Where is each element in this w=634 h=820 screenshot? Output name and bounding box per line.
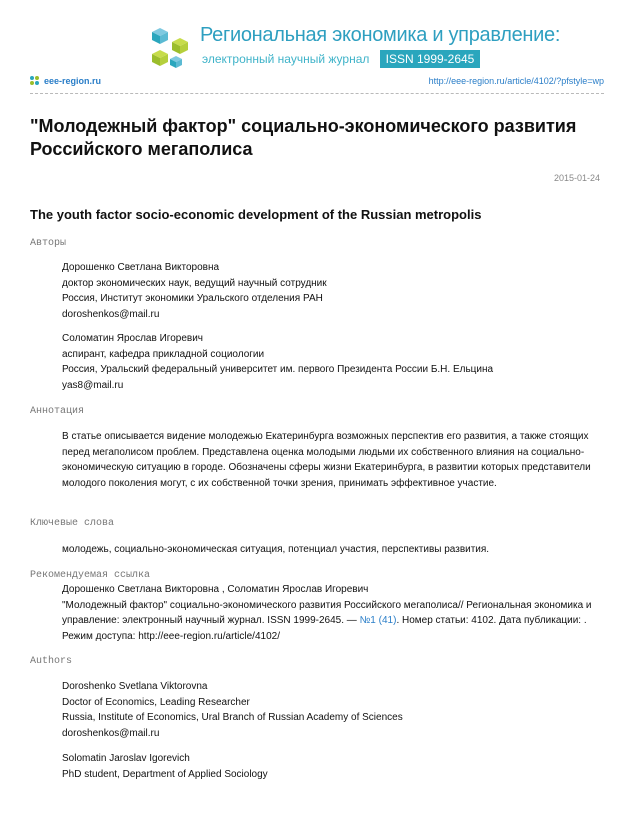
section-label-citation: Рекомендуемая ссылка [30,570,151,581]
journal-issn-badge: ISSN 1999-2645 [380,50,480,68]
author-name: Дорошенко Светлана Викторовна [62,262,220,273]
citation-text [62,598,607,645]
page-url-link[interactable]: http://eee-region.ru/article/4102/?pfstyle=wp [428,76,604,86]
header-divider [30,93,604,94]
publication-date: 2015-01-24 [554,173,601,183]
citation-block [62,582,607,644]
article-title: "Молодежный фактор" социально-экономического развития Российского мегаполиса [30,116,577,159]
top-bar [30,76,604,92]
author-affiliation: Россия, Институт экономики Уральского отделения РАН [62,293,323,304]
site-logo-icon [30,76,40,86]
journal-subtitle: электронный научный журнал [202,52,370,66]
journal-masthead [150,22,561,72]
article-title-english: The youth factor socio-economic development of the Russian metropolis [30,207,482,222]
section-label-keywords: Ключевые слова [30,518,115,529]
journal-logo-icon [150,26,190,70]
section-label-authors-en: Authors [30,656,73,667]
section-label-authors: Авторы [30,238,67,249]
author-name: Соломатин Ярослав Игоревич [62,333,203,344]
keywords-text [62,542,607,558]
author-degree: Doctor of Economics, Leading Researcher [62,696,250,708]
author-name: Solomatin Jaroslav Igorevich [62,753,190,764]
author-affiliation: Россия, Уральский федеральный университет им. первого Президента России Б.Н. Ельцина [62,364,494,375]
site-name: eee-region.ru [44,76,102,86]
author-email: yas8@mail.ru [62,379,124,391]
author-card [62,260,607,322]
author-card-en [62,679,607,741]
citation-authors: Дорошенко Светлана Викторовна , Соломатин Ярослав Игоревич [62,584,369,595]
citation-reference: "Молодежный фактор" социально-экономического развития Российского мегаполиса// Региональная экономика и управление: электронный научный журнал. ISSN 1999-2645. — [62,599,592,626]
keywords-line: молодежь, социально-экономическая ситуация, потенциал участия, перспективы развития. [62,544,490,555]
author-card-en [62,751,607,782]
author-card [62,331,607,393]
author-email: doroshenkos@mail.ru [62,308,160,320]
author-email: doroshenkos@mail.ru [62,727,160,739]
site-link[interactable] [30,76,101,86]
author-degree: аспирант, кафедра прикладной социологии [62,348,265,360]
author-affiliation: Russia, Institute of Economics, Ural Branch of Russian Academy of Sciences [62,712,403,723]
citation-access: . Номер статьи: 4102. Дата публикации: . Режим доступа: http://eee-region.ru/article/4102/ [62,615,587,642]
issue-link[interactable]: №1 (41) [359,615,397,626]
author-degree: PhD student, Department of Applied Sociology [62,768,268,780]
section-label-annotation: Аннотация [30,406,85,417]
author-degree: доктор экономических наук, ведущий научный сотрудник [62,277,327,289]
annotation-paragraph: В статье описывается видение молодежью Екатеринбурга возможных перспектив его развития, а также стоящих перед мегаполисом проблем. Представлена оценка молодыми людьми их собственного влияния на социально-экономическую ситуацию в городе. Обозначены сферы жизни Екатеринбурга, в развитии которых представители молодого поколения могут, с их собственной точки зрения, принимать эффективное участие. [62,431,591,489]
author-name: Doroshenko Svetlana Viktorovna [62,681,208,692]
annotation-text [62,429,607,491]
journal-title: Региональная экономика и управление: [200,24,561,46]
